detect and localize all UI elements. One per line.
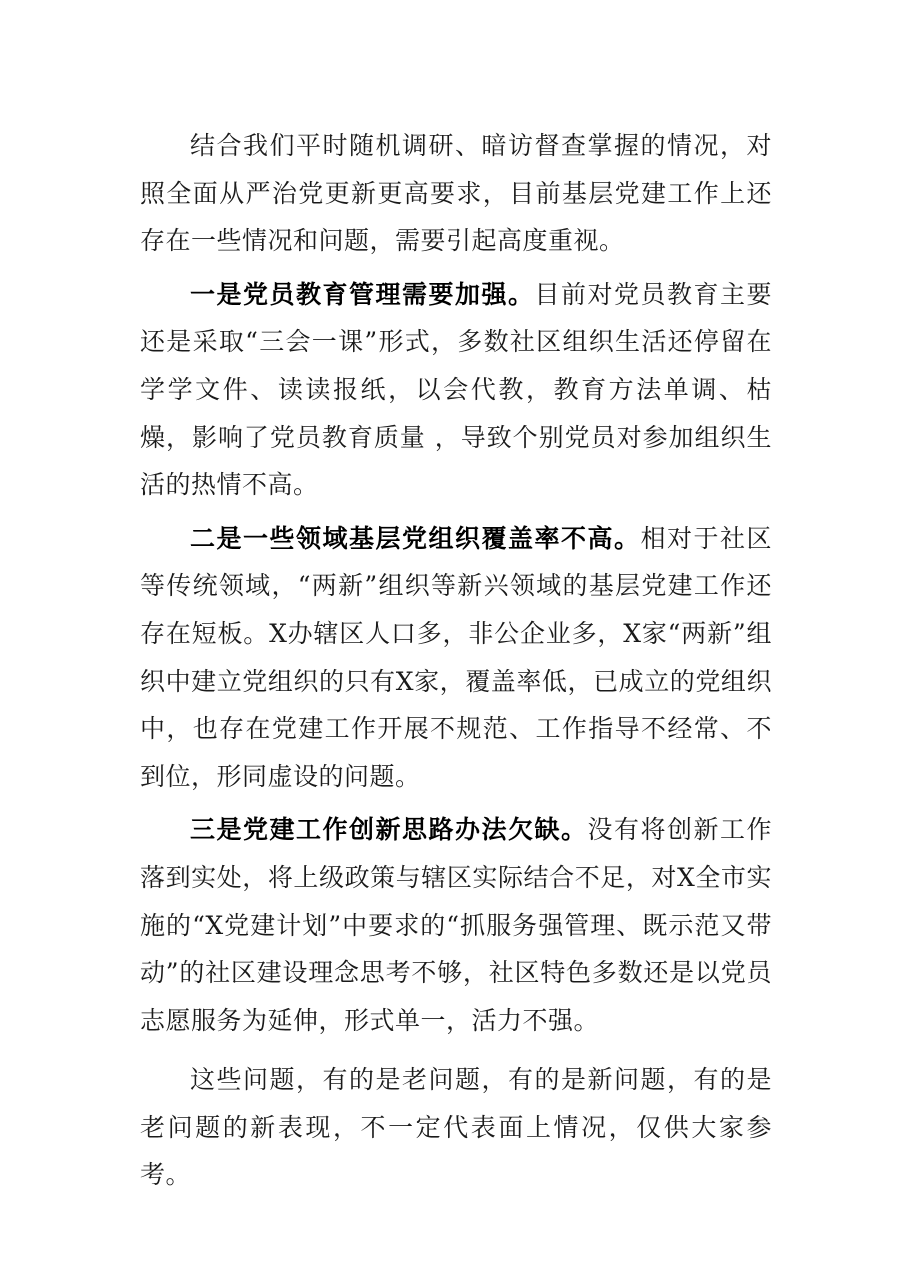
paragraph-text: 结合我们平时随机调研、暗访督查掌握的情况，对照全面从严治党更新更高要求，目前基层党建工作上还存在一些情况和问题，需要引起高度重视。 bbox=[140, 131, 772, 256]
paragraph-point-one bbox=[140, 271, 772, 509]
paragraph-lead: 三是党建工作创新思路办法欠缺。 bbox=[190, 815, 588, 845]
paragraph-intro bbox=[140, 122, 772, 265]
paragraph-point-two bbox=[140, 515, 772, 801]
paragraph-conclusion bbox=[140, 1056, 772, 1199]
paragraph-text: 这些问题，有的是老问题，有的是新问题，有的是老问题的新表现，不一定代表面上情况，仅供大家参考。 bbox=[140, 1065, 772, 1190]
document-body bbox=[140, 122, 772, 1205]
paragraph-text: 没有将创新工作落到实处，将上级政策与辖区实际结合不足，对X全市实施的“X党建计划”中要求的“抓服务强管理、既示范又带动”的社区建设理念思考不够，社区特色多数还是以党员志愿服务为延伸，形式单一，活力不强。 bbox=[140, 815, 772, 1035]
paragraph-lead: 一是党员教育管理需要加强。 bbox=[190, 279, 535, 309]
paragraph-text: 相对于社区等传统领域，“两新”组织等新兴领域的基层党建工作还存在短板。X办辖区人口多，非公企业多，X家“两新”组织中建立党组织的只有X家，覆盖率低，已成立的党组织中，也存在党建工作开展不规范、工作指导不经常、不到位，形同虚设的问题。 bbox=[140, 523, 772, 791]
paragraph-lead: 二是一些领域基层党组织覆盖率不高。 bbox=[190, 523, 641, 553]
paragraph-text: 目前对党员教育主要还是采取“三会一课”形式，多数社区组织生活还停留在学学文件、读读报纸，以会代教，教育方法单调、枯燥，影响了党员教育质量 ，导致个别党员对参加组织生活的热情不高。 bbox=[140, 279, 772, 500]
paragraph-point-three bbox=[140, 806, 772, 1044]
